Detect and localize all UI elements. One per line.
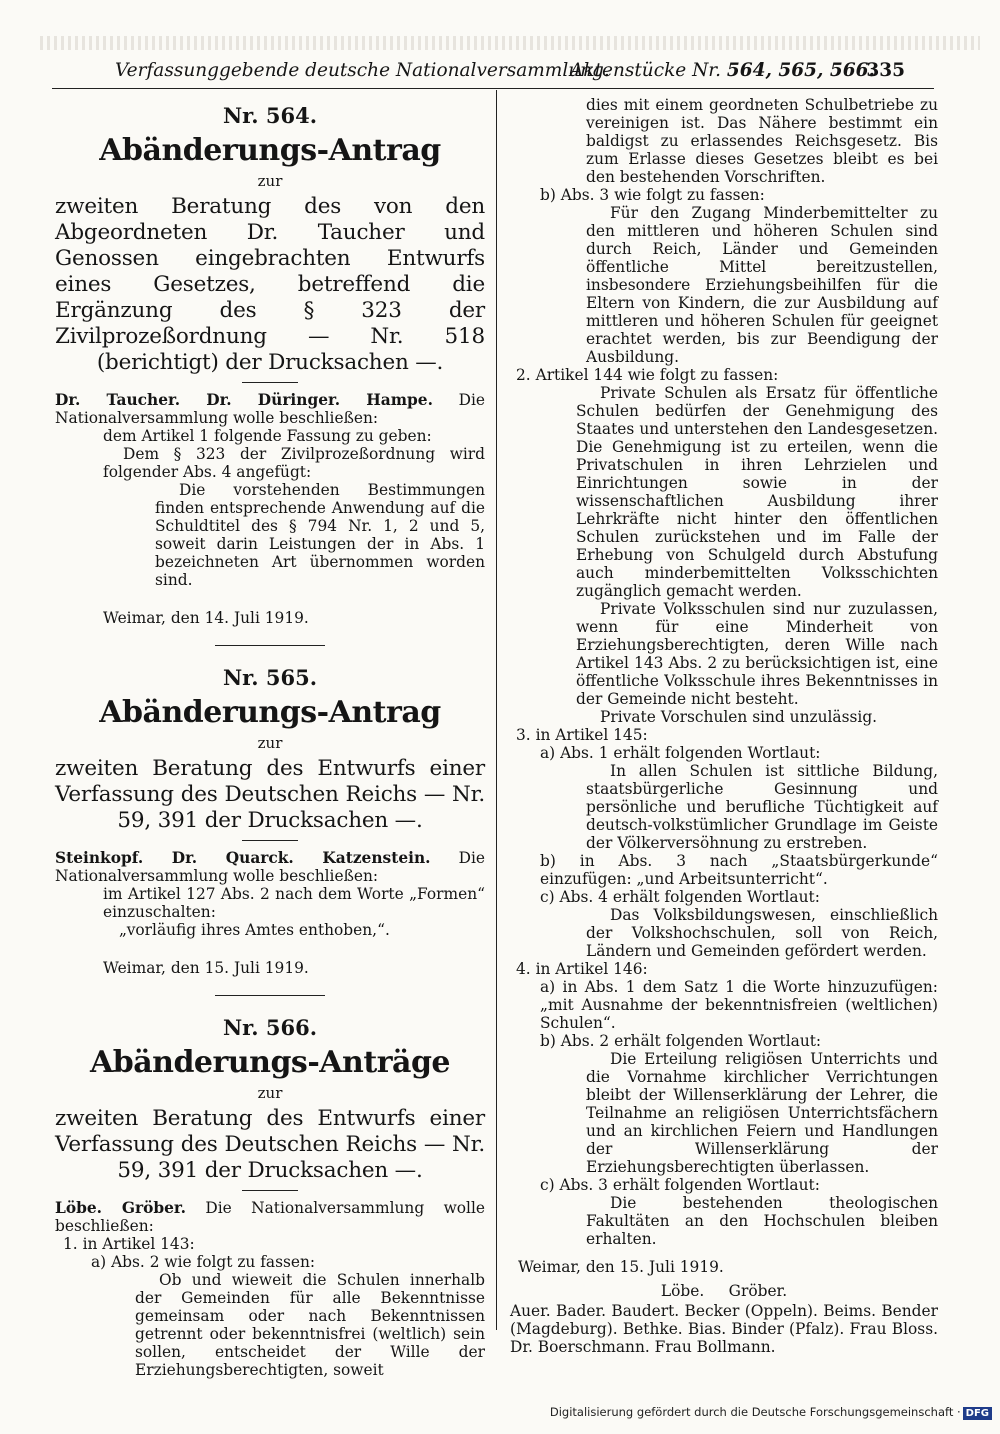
short-rule [242, 840, 298, 841]
motion-intro: Die Nationalversammlung wolle beschließen: [55, 849, 485, 885]
page-header [115, 60, 905, 86]
article-subitem: c) Abs. 4 erhält folgenden Wortlaut: [540, 888, 820, 906]
article-subitem: b) Abs. 3 wie folgt zu fassen: [540, 186, 765, 204]
article-text: Für den Zugang Minderbemittelter zu den mittleren und höheren Schulen sind durch Reich, Länder und Gemeinden öffentliche Mittel bereitzustellen, insbesondere Erziehungsbeihilfen für die Eltern von Kindern, die zur Ausbildung auf mittleren und höheren Schulen für geeignet erachtet werden, bis zur Beendigung der Ausbildung. [586, 204, 938, 366]
signatories: Steinkopf. Dr. Quarck. Katzenstein. [55, 849, 431, 867]
left-column [55, 96, 485, 1379]
article-item: 2. Artikel 144 wie folgt zu fassen: [516, 366, 779, 384]
doc-date: Weimar, den 15. Juli 1919. [103, 959, 309, 977]
footer-text: Digitalisierung gefördert durch die Deutsche Forschungsgemeinschaft [549, 1405, 954, 1419]
header-rule [52, 88, 934, 89]
header-akten-prefix: Aktenstücke Nr. [570, 60, 721, 81]
short-rule [242, 1190, 298, 1191]
article-subitem: c) Abs. 3 erhält folgenden Wortlaut: [540, 1176, 820, 1194]
article-subitem: a) Abs. 2 wie folgt zu fassen: [91, 1253, 316, 1271]
article-text: In allen Schulen ist sittliche Bildung, staatsbürgerliche Gesinnung und persönliche und berufliche Tüchtigkeit auf deutsch-volkstümlicher Grundlage im Geiste der Völkerversöhnung zu erstreben. [586, 762, 938, 852]
motion-line: Dem § 323 der Zivilprozeßordnung wird folgender Abs. 4 angefügt: [103, 445, 485, 481]
doc-zur: zur [257, 172, 283, 190]
article-subitem: a) in Abs. 1 dem Satz 1 die Worte hinzuzufügen: „mit Ausnahme der bekenntnisfreien (weltlichen) Schulen“. [540, 978, 938, 1032]
doc-description: zweiten Beratung des Entwurfs einer Verfassung des Deutschen Reichs — Nr. 59, 391 der Drucksachen —. [55, 1106, 485, 1183]
doc-date: Weimar, den 15. Juli 1919. [518, 1258, 724, 1276]
scan-edge [40, 36, 980, 50]
dfg-logo: DFG [963, 1407, 992, 1420]
doc-heading: Abänderungs-Anträge [89, 1045, 451, 1080]
column-divider [496, 90, 497, 1330]
doc-number: Nr. 566. [222, 1015, 318, 1040]
motion-intro: Die Nationalversammlung wolle beschließen: [55, 391, 485, 427]
doc-number: Nr. 564. [222, 103, 318, 128]
signatories: Dr. Taucher. Dr. Düringer. Hampe. [55, 391, 433, 409]
header-akten [570, 60, 875, 81]
doc-zur: zur [257, 734, 283, 752]
motion-intro: Die Nationalversammlung wolle beschließen: [55, 1199, 485, 1235]
article-subitem: b) Abs. 2 erhält folgenden Wortlaut: [540, 1032, 822, 1050]
article-item: 1. in Artikel 143: [63, 1235, 195, 1253]
closing-signatures: Löbe. Gröber. [660, 1282, 788, 1300]
article-subitem: a) Abs. 1 erhält folgenden Wortlaut: [540, 744, 821, 762]
motion-line: im Artikel 127 Abs. 2 nach dem Worte „Formen“ einzuschalten: [103, 885, 485, 921]
header-akten-numbers: 564, 565, 566. [726, 60, 875, 81]
header-title: Verfassunggebende deutsche Nationalversammlung. [115, 60, 610, 81]
article-item: 3. in Artikel 145: [516, 726, 648, 744]
article-text: Die bestehenden theologischen Fakultäten an den Hochschulen bleiben erhalten. [586, 1194, 938, 1248]
article-text: dies mit einem geordneten Schulbetriebe zu vereinigen ist. Das Nähere bestimmt ein baldigst zu erlassendes Reichsgesetz. Bis zum Erlasse dieses Gesetzes bleibt es bei den bestehenden Vorschriften. [586, 96, 938, 186]
article-text: Ob und wieweit die Schulen innerhalb der Gemeinden für alle Bekenntnisse gemeinsam oder nach Bekenntnissen getrennt oder bekenntnisfrei (weltlich) sein sollen, entscheidet der Wille der Erziehungsberechtigten, soweit [135, 1271, 485, 1379]
signatory-list: Auer. Bader. Baudert. Becker (Oppeln). Beims. Bender (Magdeburg). Bethke. Bias. Binder (Pfalz). Frau Bloss. Dr. Boerschmann. Frau Bollmann. [510, 1302, 938, 1356]
doc-heading: Abänderungs-Antrag [99, 133, 441, 168]
doc-date: Weimar, den 14. Juli 1919. [103, 609, 309, 627]
doc-heading: Abänderungs-Antrag [99, 695, 441, 730]
article-text: Private Schulen als Ersatz für öffentliche Schulen bedürfen der Genehmigung des Staates und unterstehen den Landesgesetzen. Die Genehmigung ist zu erteilen, wenn die Privatschulen in ihren Lehrzielen und Einrichtungen sowie in der wissenschaftlichen Ausbildung ihrer Lehrkräfte nicht hinter den öffentlichen Schulen zurückstehen und im Falle der Erhebung von Schulgeld durch Abstufung auch minderbemittelten Volksschichten zugänglich gemacht werden. [576, 384, 938, 600]
doc-zur: zur [257, 1084, 283, 1102]
section-rule [215, 645, 325, 646]
article-item: 4. in Artikel 146: [516, 960, 648, 978]
document-565 [55, 666, 485, 977]
document-566 [55, 1016, 485, 1379]
article-text: Die Erteilung religiösen Unterrichts und die Vornahme kirchlicher Verrichtungen bleibt der Willenserklärung der Lehrer, die Teilnahme an religiösen Unterrichtsfächern und an kirchlichen Feiern und Handlungen der Willenserklärung der Erziehungsberechtigten überlassen. [586, 1050, 938, 1176]
signatories: Löbe. Gröber. [55, 1199, 186, 1217]
document-564 [55, 104, 485, 627]
article-subitem: b) in Abs. 3 nach „Staatsbürgerkunde“ einzufügen: „und Arbeitsunterricht“. [540, 852, 938, 888]
article-text: Private Volksschulen sind nur zuzulassen, wenn für eine Minderheit von Erziehungsberechtigten, deren Wille nach Artikel 143 Abs. 2 zu berücksichtigen ist, eine öffentliche Volksschule ihres Bekenntnisses in der Gemeinde nicht besteht. [576, 600, 938, 708]
motion-quote: Die vorstehenden Bestimmungen finden entsprechende Anwendung auf die Schuldtitel des § 794 Nr. 1, 2 und 5, soweit darin Leistungen der in Abs. 1 bezeichneten Art übernommen worden sind. [155, 481, 485, 589]
article-text: Das Volksbildungswesen, einschließlich der Volkshochschulen, soll von Reich, Ländern und Gemeinden gefördert werden. [586, 906, 938, 960]
section-rule [215, 995, 325, 996]
motion-quote: „vorläufig ihres Amtes enthoben,“. [119, 921, 390, 939]
right-column [510, 96, 938, 1356]
doc-description: zweiten Beratung des Entwurfs einer Verfassung des Deutschen Reichs — Nr. 59, 391 der Drucksachen —. [55, 756, 485, 833]
motion-line: dem Artikel 1 folgende Fassung zu geben: [103, 427, 432, 445]
footer-credit: Digitalisierung gefördert durch die Deutsche Forschungsgemeinschaft · DFG [550, 1405, 992, 1420]
page-number: 335 [866, 60, 905, 81]
article-text: Private Vorschulen sind unzulässig. [600, 708, 878, 726]
short-rule [242, 382, 298, 383]
doc-number: Nr. 565. [222, 665, 318, 690]
doc-description: zweiten Beratung des von den Abgeordneten Dr. Taucher und Genossen eingebrachten Entwurfs eines Gesetzes, betreffend die Ergänzung des § 323 der Zivilprozeßordnung — Nr. 518 (berichtigt) der Drucksachen —. [55, 194, 485, 375]
